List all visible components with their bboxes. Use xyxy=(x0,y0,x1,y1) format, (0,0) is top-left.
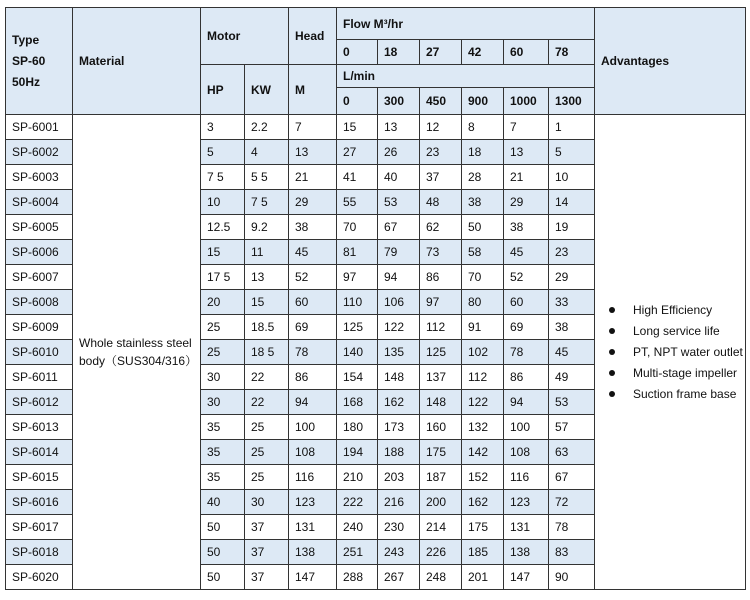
flow-cell: 91 xyxy=(462,315,504,340)
kw-cell: 13 xyxy=(245,265,289,290)
head-cell: 78 xyxy=(289,340,337,365)
flow-cell: 57 xyxy=(549,415,595,440)
flow-m3hr-header: 27 xyxy=(420,40,462,65)
flow-cell: 147 xyxy=(504,565,549,590)
flow-cell: 10 xyxy=(549,165,595,190)
flow-m3hr-header: 78 xyxy=(549,40,595,65)
model-cell: SP-6016 xyxy=(6,490,73,515)
hp-cell: 30 xyxy=(201,390,245,415)
flow-cell: 125 xyxy=(337,315,378,340)
flow-cell: 18 xyxy=(462,140,504,165)
flow-cell: 116 xyxy=(504,465,549,490)
flow-cell: 29 xyxy=(504,190,549,215)
flow-cell: 80 xyxy=(462,290,504,315)
flow-lmin-header: 300 xyxy=(378,88,420,115)
model-cell: SP-6013 xyxy=(6,415,73,440)
head-cell: 108 xyxy=(289,440,337,465)
kw-cell: 18.5 xyxy=(245,315,289,340)
hp-cell: 50 xyxy=(201,565,245,590)
flow-cell: 19 xyxy=(549,215,595,240)
hp-cell: 35 xyxy=(201,465,245,490)
model-cell: SP-6001 xyxy=(6,115,73,140)
hp-cell: 50 xyxy=(201,540,245,565)
flow-cell: 248 xyxy=(420,565,462,590)
flow-cell: 180 xyxy=(337,415,378,440)
flow-cell: 1 xyxy=(549,115,595,140)
flow-cell: 79 xyxy=(378,240,420,265)
advantage-item: Suction frame base xyxy=(609,384,745,405)
head-cell: 7 xyxy=(289,115,337,140)
flow-cell: 240 xyxy=(337,515,378,540)
kw-cell: 4 xyxy=(245,140,289,165)
flow-cell: 200 xyxy=(420,490,462,515)
flow-cell: 40 xyxy=(378,165,420,190)
head-cell: 60 xyxy=(289,290,337,315)
flow-cell: 201 xyxy=(462,565,504,590)
material-cell xyxy=(73,115,201,590)
kw-cell: 2.2 xyxy=(245,115,289,140)
hp-header: HP xyxy=(201,65,245,115)
flow-cell: 243 xyxy=(378,540,420,565)
flow-cell: 70 xyxy=(462,265,504,290)
head-cell: 69 xyxy=(289,315,337,340)
kw-cell: 15 xyxy=(245,290,289,315)
flow-lmin-header: 900 xyxy=(462,88,504,115)
flow-cell: 53 xyxy=(378,190,420,215)
flow-cell: 38 xyxy=(504,215,549,240)
flow-cell: 41 xyxy=(337,165,378,190)
model-cell: SP-6008 xyxy=(6,290,73,315)
flow-cell: 27 xyxy=(337,140,378,165)
flow-cell: 187 xyxy=(420,465,462,490)
flow-lmin-header: 1300 xyxy=(549,88,595,115)
flow-cell: 112 xyxy=(462,365,504,390)
flow-cell: 100 xyxy=(504,415,549,440)
flow-cell: 86 xyxy=(420,265,462,290)
advantage-item: PT, NPT water outlet xyxy=(609,342,745,363)
flow-cell: 33 xyxy=(549,290,595,315)
flow-cell: 37 xyxy=(420,165,462,190)
hp-cell: 25 xyxy=(201,315,245,340)
head-unit-header: M xyxy=(289,65,337,115)
spec-body xyxy=(6,115,746,590)
model-cell: SP-6002 xyxy=(6,140,73,165)
flow-cell: 102 xyxy=(462,340,504,365)
hp-cell: 20 xyxy=(201,290,245,315)
flow-cell: 53 xyxy=(549,390,595,415)
material-line: body（SUS304/316） xyxy=(79,354,198,368)
hp-cell: 7 5 xyxy=(201,165,245,190)
flow-cell: 14 xyxy=(549,190,595,215)
material-line: Whole stainless steel xyxy=(79,336,192,350)
flow-cell: 123 xyxy=(504,490,549,515)
flow-cell: 154 xyxy=(337,365,378,390)
model-cell: SP-6009 xyxy=(6,315,73,340)
flow-cell: 135 xyxy=(378,340,420,365)
kw-cell: 5 5 xyxy=(245,165,289,190)
flow-cell: 15 xyxy=(337,115,378,140)
flow-cell: 78 xyxy=(549,515,595,540)
model-cell: SP-6014 xyxy=(6,440,73,465)
flow-cell: 55 xyxy=(337,190,378,215)
flow-cell: 67 xyxy=(378,215,420,240)
advantage-item: Multi-stage impeller xyxy=(609,363,745,384)
kw-cell: 30 xyxy=(245,490,289,515)
flow-cell: 108 xyxy=(504,440,549,465)
model-cell: SP-6018 xyxy=(6,540,73,565)
kw-cell: 18 5 xyxy=(245,340,289,365)
table-row xyxy=(6,115,746,140)
hp-cell: 30 xyxy=(201,365,245,390)
head-cell: 38 xyxy=(289,215,337,240)
flow-cell: 148 xyxy=(378,365,420,390)
model-cell: SP-6011 xyxy=(6,365,73,390)
model-cell: SP-6004 xyxy=(6,190,73,215)
model-cell: SP-6015 xyxy=(6,465,73,490)
flow-cell: 28 xyxy=(462,165,504,190)
flow-m3hr-header: 0 xyxy=(337,40,378,65)
flow-cell: 52 xyxy=(504,265,549,290)
head-cell: 147 xyxy=(289,565,337,590)
model-cell: SP-6003 xyxy=(6,165,73,190)
flow-cell: 110 xyxy=(337,290,378,315)
hp-cell: 25 xyxy=(201,340,245,365)
flow-cell: 97 xyxy=(337,265,378,290)
flow-cell: 162 xyxy=(378,390,420,415)
head-cell: 94 xyxy=(289,390,337,415)
flow-cell: 94 xyxy=(378,265,420,290)
flow-cell: 175 xyxy=(420,440,462,465)
flow-cell: 222 xyxy=(337,490,378,515)
model-cell: SP-6017 xyxy=(6,515,73,540)
flow-cell: 62 xyxy=(420,215,462,240)
flow-cell: 122 xyxy=(462,390,504,415)
hp-cell: 35 xyxy=(201,440,245,465)
flow-cell: 60 xyxy=(504,290,549,315)
head-cell: 138 xyxy=(289,540,337,565)
kw-cell: 9.2 xyxy=(245,215,289,240)
flow-cell: 63 xyxy=(549,440,595,465)
head-cell: 116 xyxy=(289,465,337,490)
model-cell: SP-6007 xyxy=(6,265,73,290)
flow-header: Flow M³/hr xyxy=(337,8,595,40)
flow-cell: 45 xyxy=(549,340,595,365)
advantage-item: High Efficiency xyxy=(609,300,745,321)
head-cell: 123 xyxy=(289,490,337,515)
flow-cell: 5 xyxy=(549,140,595,165)
kw-cell: 22 xyxy=(245,390,289,415)
kw-cell: 22 xyxy=(245,365,289,390)
kw-header: KW xyxy=(245,65,289,115)
flow-cell: 70 xyxy=(337,215,378,240)
flow-cell: 112 xyxy=(420,315,462,340)
flow-cell: 81 xyxy=(337,240,378,265)
flow-cell: 86 xyxy=(504,365,549,390)
model-cell: SP-6012 xyxy=(6,390,73,415)
kw-cell: 25 xyxy=(245,415,289,440)
hp-cell: 17 5 xyxy=(201,265,245,290)
flow-cell: 131 xyxy=(504,515,549,540)
flow-cell: 83 xyxy=(549,540,595,565)
type-header: Type SP-60 50Hz xyxy=(6,8,73,115)
flow-cell: 251 xyxy=(337,540,378,565)
head-cell: 131 xyxy=(289,515,337,540)
flow-cell: 73 xyxy=(420,240,462,265)
advantages-header: Advantages xyxy=(595,8,746,115)
head-cell: 29 xyxy=(289,190,337,215)
flow-cell: 160 xyxy=(420,415,462,440)
flow-cell: 142 xyxy=(462,440,504,465)
head-cell: 86 xyxy=(289,365,337,390)
flow-cell: 90 xyxy=(549,565,595,590)
hp-cell: 5 xyxy=(201,140,245,165)
head-cell: 100 xyxy=(289,415,337,440)
advantages-cell xyxy=(595,115,746,590)
flow-cell: 29 xyxy=(549,265,595,290)
flow-m3hr-header: 18 xyxy=(378,40,420,65)
advantage-item: Long service life xyxy=(609,321,745,342)
flow-cell: 38 xyxy=(462,190,504,215)
kw-cell: 37 xyxy=(245,515,289,540)
lmin-header: L/min xyxy=(337,65,595,88)
flow-cell: 69 xyxy=(504,315,549,340)
flow-cell: 7 xyxy=(504,115,549,140)
flow-cell: 140 xyxy=(337,340,378,365)
flow-cell: 288 xyxy=(337,565,378,590)
flow-cell: 188 xyxy=(378,440,420,465)
flow-m3hr-header: 42 xyxy=(462,40,504,65)
flow-lmin-header: 0 xyxy=(337,88,378,115)
flow-cell: 13 xyxy=(378,115,420,140)
hp-cell: 35 xyxy=(201,415,245,440)
flow-cell: 49 xyxy=(549,365,595,390)
flow-cell: 8 xyxy=(462,115,504,140)
flow-cell: 97 xyxy=(420,290,462,315)
kw-cell: 37 xyxy=(245,540,289,565)
kw-cell: 7 5 xyxy=(245,190,289,215)
flow-cell: 132 xyxy=(462,415,504,440)
head-cell: 13 xyxy=(289,140,337,165)
motor-header: Motor xyxy=(201,8,289,65)
head-cell: 45 xyxy=(289,240,337,265)
flow-lmin-header: 450 xyxy=(420,88,462,115)
kw-cell: 11 xyxy=(245,240,289,265)
hp-cell: 15 xyxy=(201,240,245,265)
flow-cell: 152 xyxy=(462,465,504,490)
flow-cell: 26 xyxy=(378,140,420,165)
flow-cell: 72 xyxy=(549,490,595,515)
flow-cell: 38 xyxy=(549,315,595,340)
head-header: Head xyxy=(289,8,337,65)
flow-cell: 230 xyxy=(378,515,420,540)
flow-cell: 45 xyxy=(504,240,549,265)
flow-cell: 78 xyxy=(504,340,549,365)
flow-cell: 214 xyxy=(420,515,462,540)
flow-cell: 13 xyxy=(504,140,549,165)
material-header: Material xyxy=(73,8,201,115)
hp-cell: 12.5 xyxy=(201,215,245,240)
flow-cell: 168 xyxy=(337,390,378,415)
flow-cell: 48 xyxy=(420,190,462,215)
flow-cell: 210 xyxy=(337,465,378,490)
flow-cell: 162 xyxy=(462,490,504,515)
model-cell: SP-6005 xyxy=(6,215,73,240)
kw-cell: 37 xyxy=(245,565,289,590)
flow-cell: 173 xyxy=(378,415,420,440)
hp-cell: 40 xyxy=(201,490,245,515)
flow-cell: 216 xyxy=(378,490,420,515)
flow-cell: 21 xyxy=(504,165,549,190)
flow-cell: 148 xyxy=(420,390,462,415)
flow-cell: 122 xyxy=(378,315,420,340)
hp-cell: 50 xyxy=(201,515,245,540)
spec-table xyxy=(5,7,746,590)
flow-cell: 23 xyxy=(549,240,595,265)
flow-cell: 137 xyxy=(420,365,462,390)
flow-cell: 185 xyxy=(462,540,504,565)
flow-cell: 203 xyxy=(378,465,420,490)
flow-cell: 12 xyxy=(420,115,462,140)
hp-cell: 3 xyxy=(201,115,245,140)
flow-cell: 267 xyxy=(378,565,420,590)
flow-cell: 67 xyxy=(549,465,595,490)
flow-cell: 175 xyxy=(462,515,504,540)
flow-cell: 58 xyxy=(462,240,504,265)
advantages-list xyxy=(601,300,745,405)
hp-cell: 10 xyxy=(201,190,245,215)
flow-lmin-header: 1000 xyxy=(504,88,549,115)
flow-cell: 226 xyxy=(420,540,462,565)
flow-cell: 50 xyxy=(462,215,504,240)
flow-cell: 23 xyxy=(420,140,462,165)
kw-cell: 25 xyxy=(245,465,289,490)
kw-cell: 25 xyxy=(245,440,289,465)
model-cell: SP-6020 xyxy=(6,565,73,590)
flow-cell: 125 xyxy=(420,340,462,365)
flow-cell: 106 xyxy=(378,290,420,315)
head-cell: 52 xyxy=(289,265,337,290)
flow-cell: 94 xyxy=(504,390,549,415)
model-cell: SP-6006 xyxy=(6,240,73,265)
flow-cell: 138 xyxy=(504,540,549,565)
model-cell: SP-6010 xyxy=(6,340,73,365)
head-cell: 21 xyxy=(289,165,337,190)
flow-m3hr-header: 60 xyxy=(504,40,549,65)
flow-cell: 194 xyxy=(337,440,378,465)
